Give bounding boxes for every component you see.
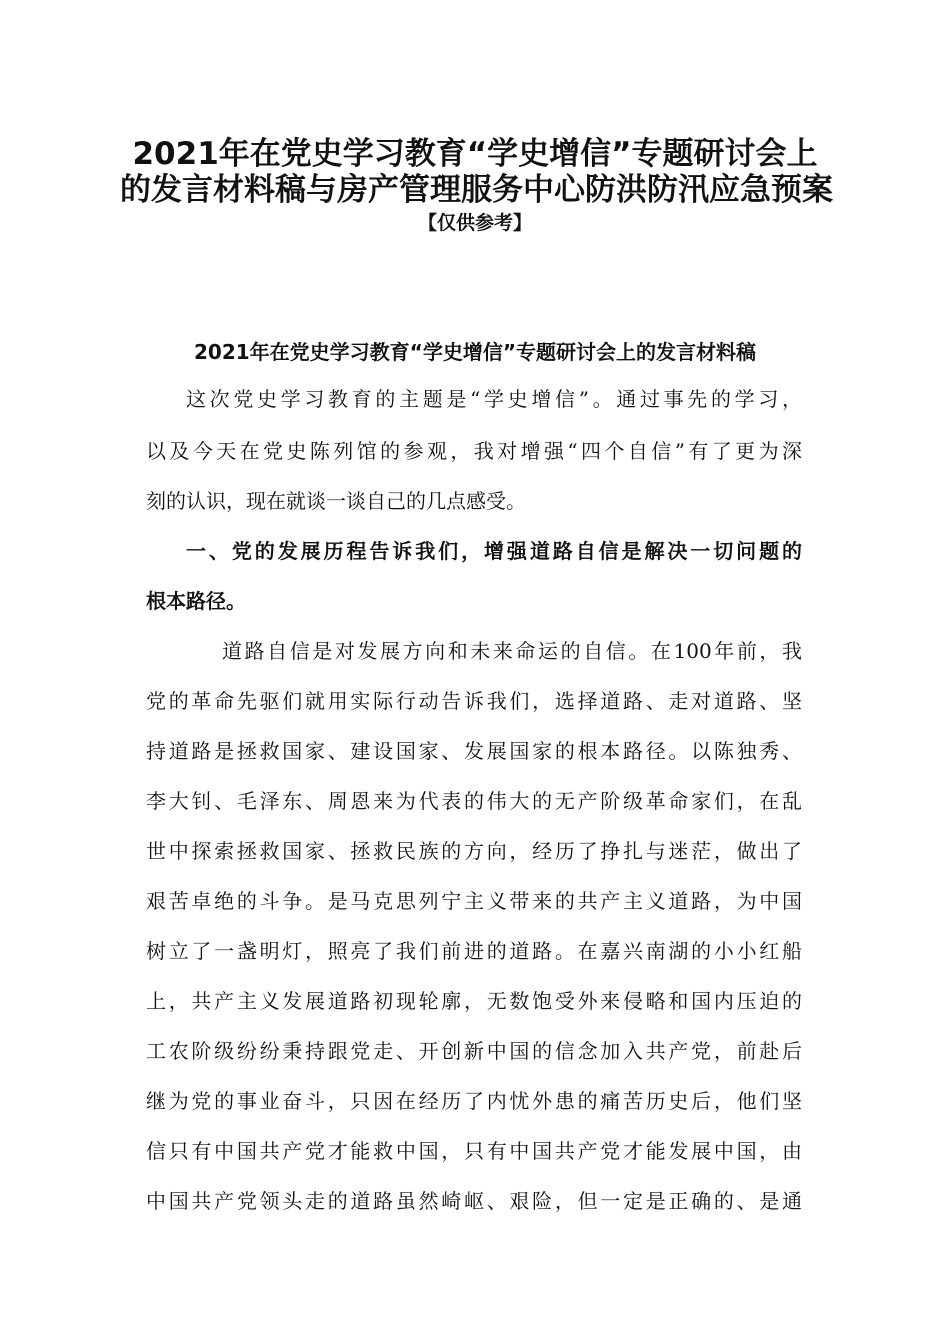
body-line: 上，共产主义发展道路初现轮廓，无数饱受外来侵略和国内压迫的 <box>146 989 802 1013</box>
body-line: 世中探索拯救国家、拯救民族的方向，经历了挣扎与迷茫，做出了 <box>146 839 802 863</box>
body-line: 中国共产党领头走的道路虽然崎岖、艰险，但一定是正确的、是通 <box>146 1189 802 1213</box>
body-line: 继为党的事业奋斗，只因在经历了内忧外患的痛苦历史后，他们坚 <box>146 1089 802 1113</box>
document-title-line-1: 2021年在党史学习教育“学史增信”专题研讨会上 <box>132 136 818 172</box>
body-line: 信只有中国共产党才能救中国，只有中国共产党才能发展中国，由 <box>146 1139 802 1163</box>
body-line: 持道路是拯救国家、建设国家、发展国家的根本路径。以陈独秀、 <box>146 739 802 763</box>
intro-line: 刻的认识，现在就谈一谈自己的几点感受。 <box>146 489 526 513</box>
section-heading-line: 一、党的发展历程告诉我们，增强道路自信是解决一切问题的 <box>186 539 802 563</box>
body-line: 树立了一盏明灯，照亮了我们前进的道路。在嘉兴南湖的小小红船 <box>146 939 802 963</box>
document-title-line-2: 的发言材料稿与房产管理服务中心防洪防汛应急预案 <box>120 172 833 208</box>
body-line: 道路自信是对发展方向和未来命运的自信。在100年前，我 <box>222 639 802 663</box>
body-line: 李大钊、毛泽东、周恩来为代表的伟大的无产阶级革命家们，在乱 <box>146 789 802 813</box>
body-line: 艰苦卓绝的斗争。是马克思列宁主义带来的共产主义道路，为中国 <box>146 889 802 913</box>
body-line: 工农阶级纷纷秉持跟党走、开创新中国的信念加入共产党，前赴后 <box>146 1039 802 1063</box>
intro-line: 这次党史学习教育的主题是“学史增信”。通过事先的学习， <box>186 387 802 411</box>
article-title: 2021年在党史学习教育“学史增信”专题研讨会上的发言材料稿 <box>194 340 756 364</box>
reference-note: 【仅供参考】 <box>417 212 532 234</box>
body-line: 党的革命先驱们就用实际行动告诉我们，选择道路、走对道路、坚 <box>146 689 802 713</box>
intro-line: 以及今天在党史陈列馆的参观，我对增强“四个自信”有了更为深 <box>146 439 802 463</box>
section-heading-line: 根本路径。 <box>146 589 246 613</box>
